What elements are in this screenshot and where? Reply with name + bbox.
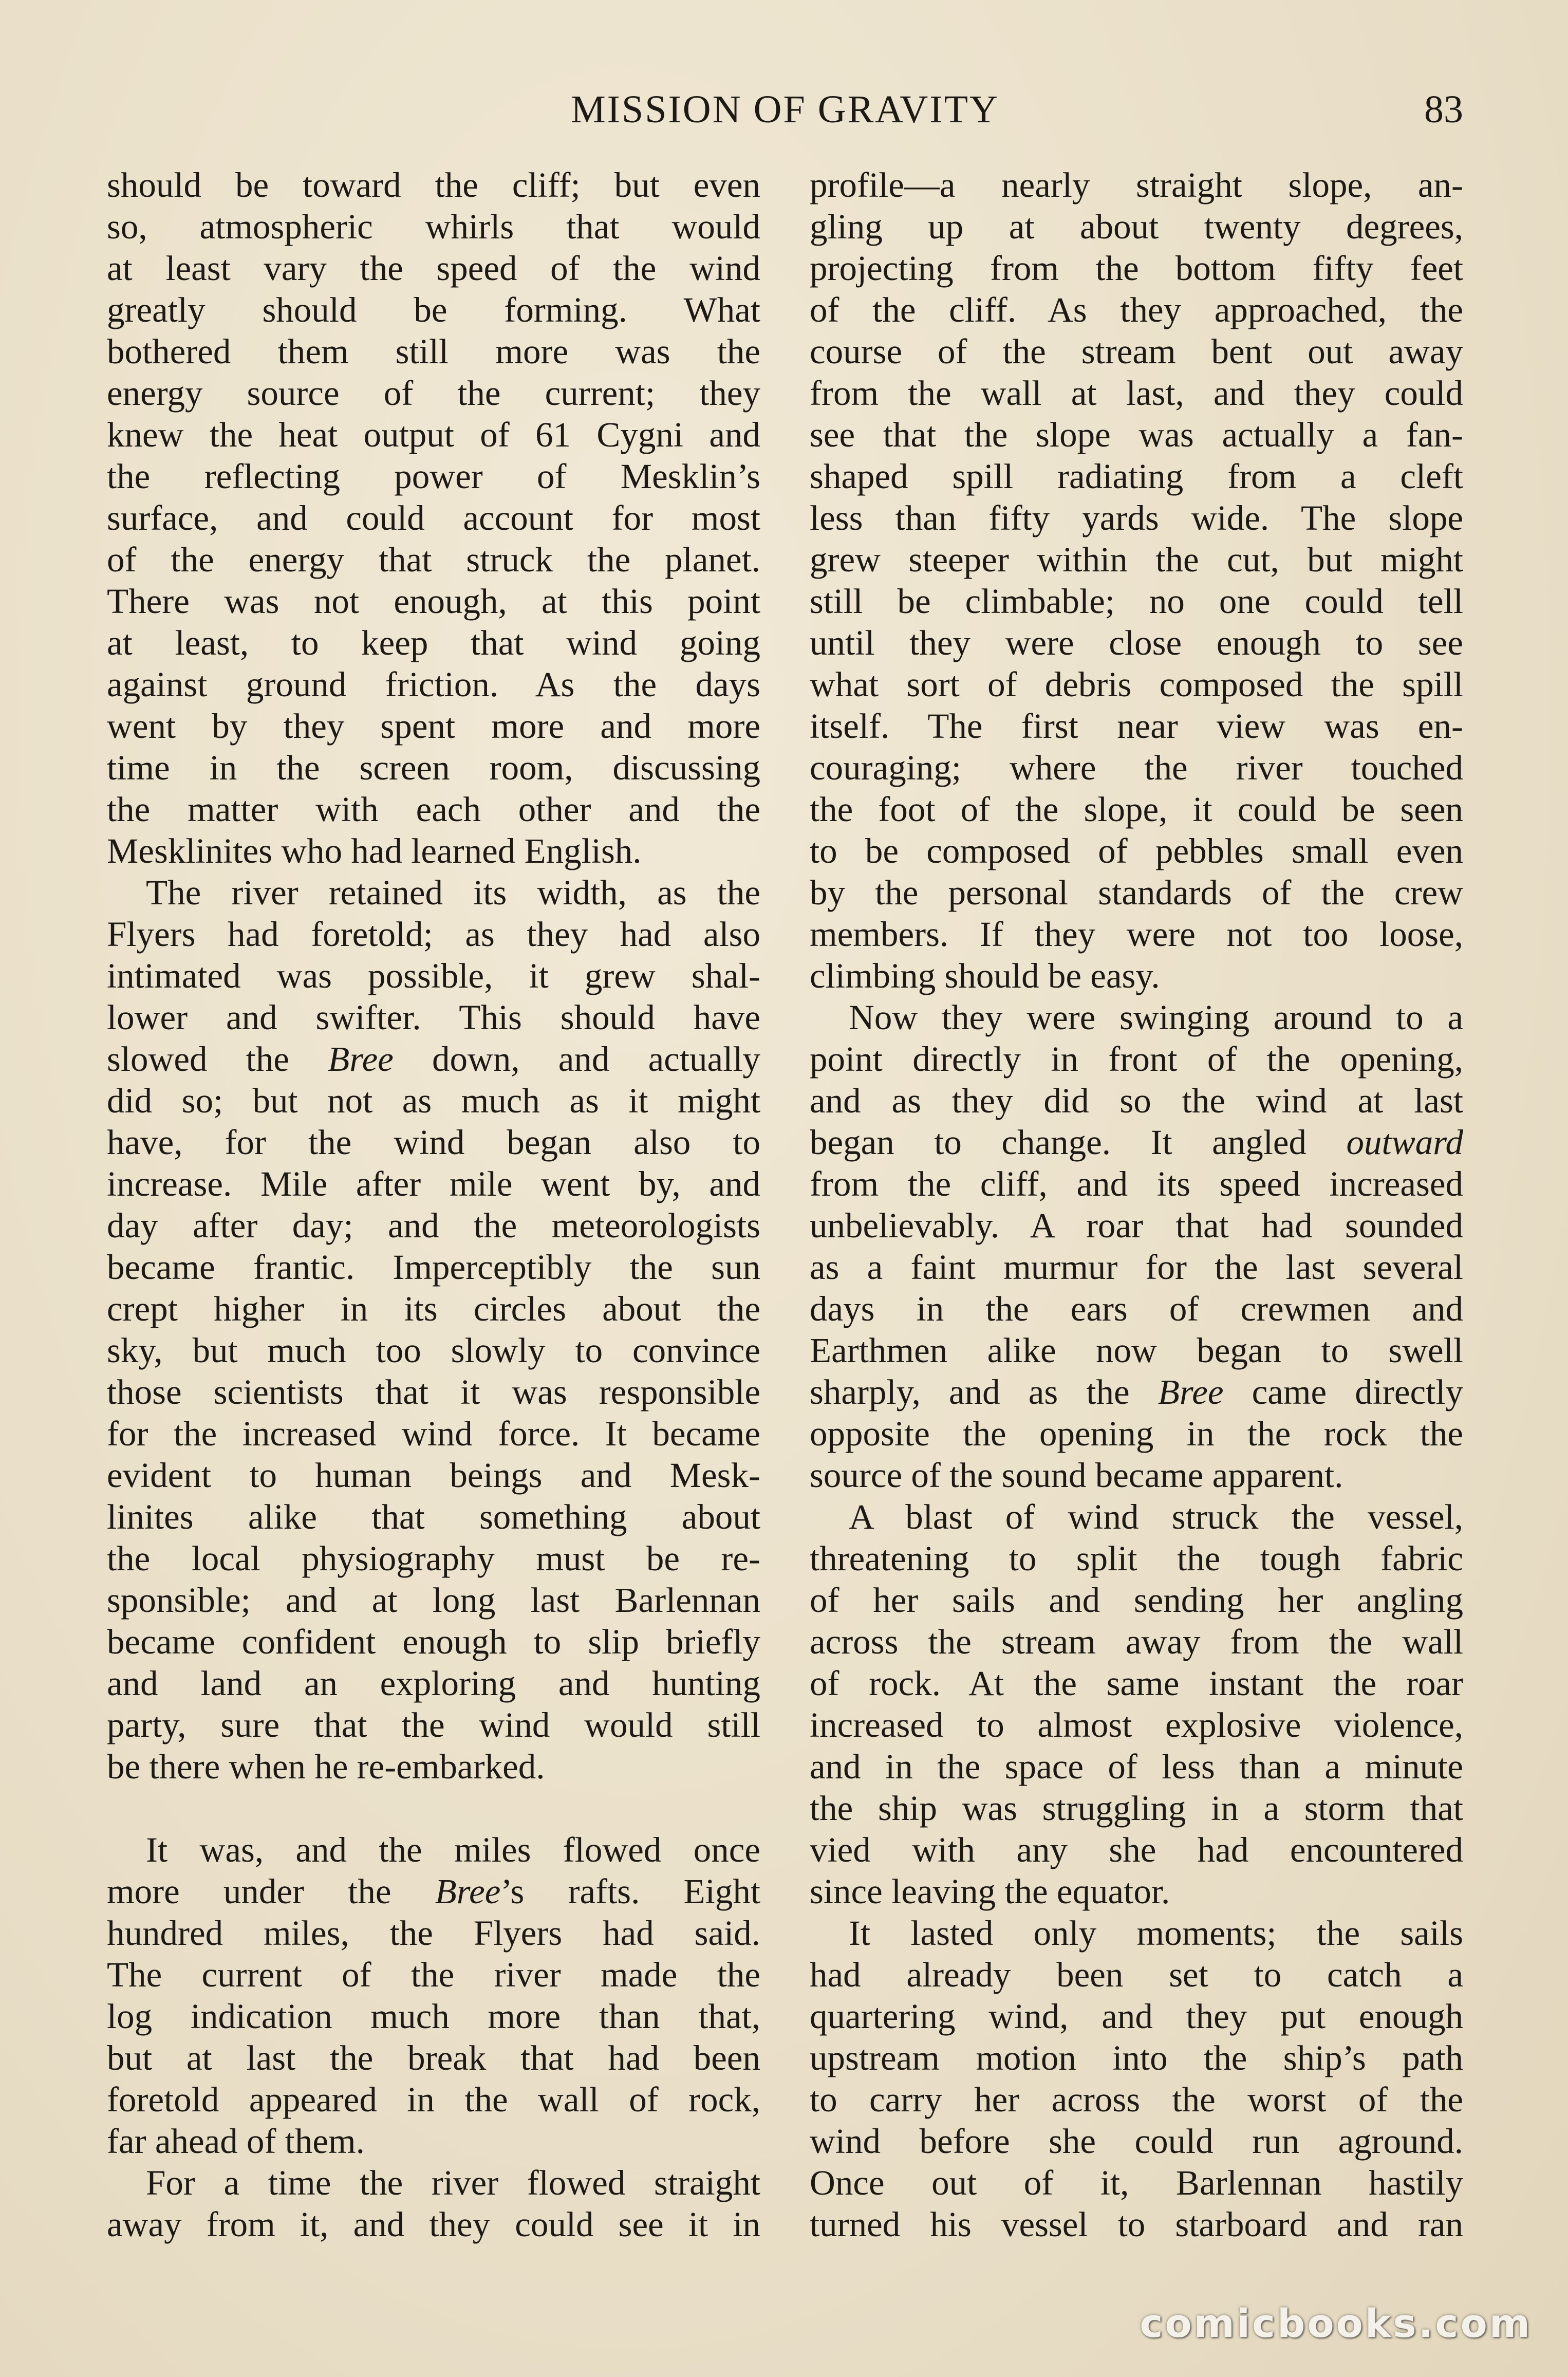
text-line: The current of the river made the [107, 1955, 760, 1994]
text-line: intimated was possible, it grew shal- [107, 956, 760, 995]
text-line: unbelievably. A roar that had sounded [810, 1206, 1463, 1245]
text-line: the local physiography must be re- [107, 1539, 760, 1578]
text-line: log indication much more than that, [107, 1997, 760, 2036]
text-line: by the personal standards of the crew [810, 873, 1463, 912]
text-line: linites alike that something about [107, 1497, 760, 1536]
text-line: sponsible; and at long last Barlennan [107, 1581, 760, 1620]
watermark: comicbooks.com [1140, 2300, 1532, 2346]
text-line: see that the slope was actually a fan- [810, 415, 1463, 454]
right-column [810, 164, 1463, 2245]
text-line: did so; but not as much as it might [107, 1081, 760, 1120]
text-line: of the energy that struck the planet. [107, 540, 760, 579]
text-line: grew steeper within the cut, but might [810, 540, 1463, 579]
text-line: crept higher in its circles about the [107, 1289, 760, 1328]
text-line: from the wall at last, and they could [810, 374, 1463, 413]
text-line: still be climbable; no one could tell [810, 582, 1463, 621]
text-line: For a time the river flowed straight [146, 2163, 760, 2202]
text-line: increased to almost explosive violence, [810, 1705, 1463, 1744]
text-line: day after day; and the meteorologists [107, 1206, 760, 1245]
text-line: knew the heat output of 61 Cygni and [107, 415, 760, 454]
text-line: began to change. It angled outward [810, 1123, 1463, 1162]
text-line: the reflecting power of Mesklin’s [107, 457, 760, 496]
text-line: the foot of the slope, it could be seen [810, 790, 1463, 829]
text-line: across the stream away from the wall [810, 1622, 1463, 1661]
text-line: Earthmen alike now began to swell [810, 1331, 1463, 1370]
text-line: became confident enough to slip briefly [107, 1622, 760, 1661]
text-line: turned his vessel to starboard and ran [810, 2205, 1463, 2244]
text-line: vied with any she had encountered [810, 1830, 1463, 1869]
text-line: and in the space of less than a minute [810, 1747, 1463, 1786]
text-line: Flyers had foretold; as they had also [107, 915, 760, 954]
text-line: itself. The first near view was en- [810, 707, 1463, 746]
text-line: until they were close enough to see [810, 623, 1463, 662]
text-line: be there when he re-embarked. [107, 1747, 545, 1786]
text-line: Now they were swinging around to a [849, 998, 1463, 1037]
text-line: those scientists that it was responsible [107, 1372, 760, 1412]
text-line: but at last the break that had been [107, 2038, 760, 2077]
text-line: lower and swifter. This should have [107, 998, 760, 1037]
text-line: surface, and could account for most [107, 498, 760, 537]
text-line: couraging; where the river touched [810, 748, 1463, 787]
text-line: party, sure that the wind would still [107, 1705, 760, 1744]
text-line: It lasted only moments; the sails [849, 1914, 1463, 1953]
text-line: energy source of the current; they [107, 374, 760, 413]
text-line: the matter with each other and the [107, 790, 760, 829]
text-line: hundred miles, the Flyers had said. [107, 1914, 760, 1953]
text-line: more under the Bree’s rafts. Eight [107, 1872, 760, 1911]
text-line: what sort of debris composed the spill [810, 665, 1463, 704]
text-line: sky, but much too slowly to convince [107, 1331, 760, 1370]
text-line: to be composed of pebbles small even [810, 831, 1463, 870]
page-header [107, 87, 1463, 149]
text-line: and land an exploring and hunting [107, 1664, 760, 1703]
text-line: threatening to split the tough fabric [810, 1539, 1463, 1578]
text-line: shaped spill radiating from a cleft [810, 457, 1463, 496]
text-line: the ship was struggling in a storm that [810, 1789, 1463, 1828]
text-line: far ahead of them. [107, 2122, 365, 2161]
running-title: MISSION OF GRAVITY [571, 88, 999, 131]
text-line: since leaving the equator. [810, 1872, 1170, 1911]
text-line: evident to human beings and Mesk- [107, 1456, 760, 1495]
left-column [107, 164, 760, 2245]
text-line: Mesklinites who had learned English. [107, 831, 642, 870]
text-line: days in the ears of crewmen and [810, 1289, 1463, 1328]
text-line: of her sails and sending her angling [810, 1581, 1463, 1620]
text-line: became frantic. Imperceptibly the sun [107, 1248, 760, 1287]
text-line: should be toward the cliff; but even [107, 165, 760, 205]
text-line: bothered them still more was the [107, 332, 760, 371]
text-line: source of the sound became apparent. [810, 1456, 1343, 1495]
text-line: climbing should be easy. [810, 956, 1160, 995]
text-line: less than fifty yards wide. The slope [810, 498, 1463, 537]
text-line: greatly should be forming. What [107, 290, 760, 329]
text-line: at least, to keep that wind going [107, 623, 760, 662]
text-line: Once out of it, Barlennan hastily [810, 2163, 1463, 2202]
text-line: A blast of wind struck the vessel, [849, 1497, 1463, 1536]
text-line: as a faint murmur for the last several [810, 1248, 1463, 1287]
text-line: There was not enough, at this point [107, 582, 760, 621]
text-line: time in the screen room, discussing [107, 748, 760, 787]
text-line: so, atmospheric whirls that would [107, 207, 760, 246]
text-line: against ground friction. As the days [107, 665, 760, 704]
text-line: upstream motion into the ship’s path [810, 2038, 1463, 2077]
text-line: of rock. At the same instant the roar [810, 1664, 1463, 1703]
section-break [107, 1788, 760, 1829]
text-line: quartering wind, and they put enough [810, 1997, 1463, 2036]
text-line: members. If they were not too loose, [810, 915, 1463, 954]
page-number: 83 [1424, 88, 1463, 131]
text-line: opposite the opening in the rock the [810, 1414, 1463, 1453]
text-line: at least vary the speed of the wind [107, 249, 760, 288]
text-line: went by they spent more and more [107, 707, 760, 746]
text-line: from the cliff, and its speed increased [810, 1164, 1463, 1203]
text-line: of the cliff. As they approached, the [810, 290, 1463, 329]
text-line: wind before she could run aground. [810, 2122, 1463, 2161]
text-line: for the increased wind force. It became [107, 1414, 760, 1453]
text-line: course of the stream bent out away [810, 332, 1463, 371]
text-line: increase. Mile after mile went by, and [107, 1164, 760, 1203]
text-line: The river retained its width, as the [146, 873, 760, 912]
text-line: had already been set to catch a [810, 1955, 1463, 1994]
text-line: sharply, and as the Bree came directly [810, 1372, 1463, 1412]
text-line: away from it, and they could see it in [107, 2205, 760, 2244]
text-line: have, for the wind began also to [107, 1123, 760, 1162]
text-line: slowed the Bree down, and actually [107, 1039, 760, 1079]
text-line: point directly in front of the opening, [810, 1039, 1463, 1079]
text-line: gling up at about twenty degrees, [810, 207, 1463, 246]
text-line: to carry her across the worst of the [810, 2080, 1463, 2119]
text-line: foretold appeared in the wall of rock, [107, 2080, 760, 2119]
text-line: profile—a nearly straight slope, an- [810, 165, 1463, 205]
text-line: projecting from the bottom fifty feet [810, 249, 1463, 288]
text-line: and as they did so the wind at last [810, 1081, 1463, 1120]
text-line: It was, and the miles flowed once [146, 1830, 760, 1869]
